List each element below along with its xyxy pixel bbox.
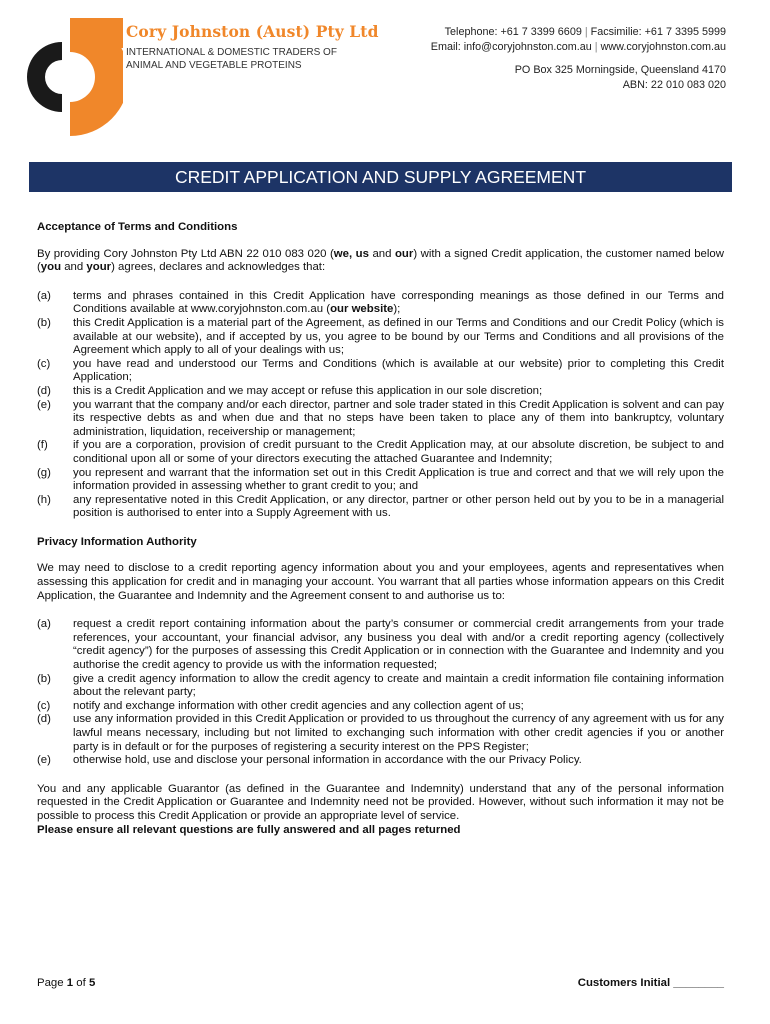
text-run: you have read and understood our Terms and Conditions (which is available at our website) prior to completing this Credit Application; bbox=[73, 357, 724, 384]
item-label: (a) bbox=[37, 289, 51, 302]
item-text bbox=[73, 399, 724, 440]
email-web-line bbox=[431, 40, 726, 55]
text-run: this is a Credit Application and we may accept or refuse this application in our sole discretion; bbox=[73, 384, 543, 397]
acceptance-intro bbox=[37, 248, 724, 275]
text-run: and bbox=[368, 247, 395, 260]
acceptance-item bbox=[37, 494, 724, 521]
document-title: CREDIT APPLICATION AND SUPPLY AGREEMENT bbox=[29, 162, 732, 192]
text-run: ) with a signed Credit application, the customer named below ( bbox=[37, 247, 724, 274]
defined-term: our bbox=[394, 247, 414, 260]
item-label: (d) bbox=[37, 384, 51, 397]
item-text bbox=[73, 385, 724, 399]
privacy-heading: Privacy Information Authority bbox=[37, 535, 197, 548]
acceptance-item bbox=[37, 385, 724, 399]
item-label: (e) bbox=[37, 398, 51, 411]
abn: ABN: 22 010 083 020 bbox=[622, 79, 726, 91]
text-run: any representative noted in this Credit Application, or any director, partner or other person held out by you to be in a managerial position is authorised to enter into a Supply Agreement with us. bbox=[73, 493, 724, 520]
item-label: (f) bbox=[37, 439, 48, 452]
item-text bbox=[73, 317, 724, 358]
page-total: 5 bbox=[88, 977, 96, 989]
text-run: and bbox=[61, 261, 87, 274]
privacy-intro: We may need to disclose to a credit reporting agency information about you and your employees, agents and representatives when assessing this application for credit and in managing your account. You warrant that all parties whose information appears on this Credit Application, the Guarantee and Indemnity and the Agreement consent to and authorise us to: bbox=[37, 562, 724, 602]
item-text: notify and exchange information with other credit agencies and any collection agent of us; bbox=[73, 699, 524, 712]
logo-orange-shape bbox=[70, 18, 123, 136]
item-text bbox=[73, 439, 724, 466]
item-label: (h) bbox=[37, 493, 51, 506]
text-run: ) agrees, declares and acknowledges that: bbox=[111, 261, 326, 274]
item-label: (c) bbox=[37, 699, 51, 712]
item-text: give a credit agency information to allow the credit agency to create and maintain a credit information file containing information about the relevant party; bbox=[73, 672, 724, 699]
separator: | bbox=[584, 26, 588, 38]
acceptance-item bbox=[37, 290, 724, 317]
acceptance-item bbox=[37, 399, 724, 440]
acceptance-heading: Acceptance of Terms and Conditions bbox=[37, 221, 238, 233]
text-run: By providing Cory Johnston Pty Ltd ABN 22 010 083 020 ( bbox=[37, 247, 334, 260]
privacy-item bbox=[37, 754, 724, 768]
privacy-item bbox=[37, 673, 724, 700]
privacy-list bbox=[37, 618, 724, 768]
logo-dark-shape bbox=[27, 42, 62, 112]
item-text bbox=[73, 494, 724, 521]
acceptance-list bbox=[37, 290, 724, 521]
text-run: if you are a corporation, provision of credit pursuant to the Credit Application may, at our absolute discretion, be subject to and conditional upon all or some of your directors executing the attached Guarantee and Indemnity; bbox=[73, 439, 724, 465]
returns-notice: Please ensure all relevant questions are fully answered and all pages returned bbox=[37, 823, 461, 836]
item-text: otherwise hold, use and disclose your personal information in accordance with the our Privacy Policy. bbox=[73, 754, 582, 767]
page-prefix: Page bbox=[37, 977, 67, 989]
phone-fax-line bbox=[431, 25, 726, 40]
text-run: ); bbox=[393, 303, 401, 316]
page-number: 1 bbox=[66, 977, 74, 989]
item-text: use any information provided in this Credit Application or provided to us throughout the currency of any agreement with us for any lawful means necessary, including but not limited to exchanging such information with other credit agencies if you or another party is in default or for the purposes of registering a security interest on the PPS Register; bbox=[73, 713, 724, 753]
email: Email: info@coryjohnston.com.au bbox=[430, 41, 592, 53]
tagline-line-1: INTERNATIONAL & DOMESTIC TRADERS OF bbox=[126, 47, 337, 58]
defined-term: we, us bbox=[333, 247, 369, 260]
telephone: Telephone: +61 7 3399 6609 bbox=[444, 26, 582, 38]
item-label: (b) bbox=[37, 316, 51, 329]
page-indicator bbox=[37, 977, 95, 989]
acceptance-item bbox=[37, 317, 724, 358]
website-link[interactable]: www.coryjohnston.com.au bbox=[600, 41, 726, 53]
item-text bbox=[73, 467, 724, 494]
contact-block bbox=[431, 25, 726, 93]
item-label: (e) bbox=[37, 754, 51, 767]
po-box: PO Box 325 Morningside, Queensland 4170 bbox=[514, 64, 726, 76]
customers-initial-field[interactable]: Customers Initial ________ bbox=[577, 977, 724, 989]
item-label: (a) bbox=[37, 618, 51, 631]
acceptance-item bbox=[37, 467, 724, 494]
company-block bbox=[126, 22, 379, 72]
tagline-line-2: ANIMAL AND VEGETABLE PROTEINS bbox=[126, 60, 302, 71]
text-run: you warrant that the company and/or each director, partner and sole trader stated in this Credit Application is solvent and can pay its respective debts as and when due and that no steps have been taken to place any of them into bankruptcy, voluntary administration, liquidation, receivership or management; bbox=[73, 398, 724, 438]
acceptance-item bbox=[37, 439, 724, 466]
company-name: Cory Johnston (Aust) Pty Ltd bbox=[126, 22, 379, 41]
separator: | bbox=[594, 41, 598, 53]
defined-term: your bbox=[86, 261, 112, 274]
document-body bbox=[37, 221, 724, 837]
company-tagline bbox=[126, 46, 379, 72]
text-run: terms and phrases contained in this Credit Application have corresponding meanings as those defined in our Terms and Conditions available at www.coryjohnston.com.au ( bbox=[73, 289, 724, 316]
company-logo-icon bbox=[18, 18, 123, 136]
privacy-item bbox=[37, 618, 724, 672]
item-text: request a credit report containing information about the party’s consumer or commercial credit arrangements from your trade references, your accountant, your financial advisor, any business you deal with and/or a credit reporting agency (collectively “credit agency”) for the purposes of assessing this Credit Application or in connection with the Guarantee and Indemnity and you authorise the credit agency to provide us with the information requested; bbox=[73, 618, 724, 672]
privacy-item bbox=[37, 713, 724, 754]
item-label: (g) bbox=[37, 466, 51, 479]
acceptance-item bbox=[37, 358, 724, 385]
privacy-item bbox=[37, 700, 724, 714]
item-label: (b) bbox=[37, 672, 51, 685]
item-text bbox=[73, 358, 724, 385]
privacy-closing: You and any applicable Guarantor (as defined in the Guarantee and Indemnity) understand that any of the personal information requested in the Credit Application or Guarantee and Indemnity need not be provided. However, without such information it may not be possible to process this Credit Application or provide an appropriate level of service. bbox=[37, 782, 724, 822]
item-label: (d) bbox=[37, 713, 51, 726]
item-label: (c) bbox=[37, 357, 51, 370]
text-run: this Credit Application is a material part of the Agreement, as defined in our Terms and Conditions and our Credit Policy (which is available at our website), and if accepted by us, you agree to be bound by our Terms and Conditions and all provisions of the Agreement which apply to all of your dealings with us; bbox=[73, 316, 724, 357]
page-footer bbox=[37, 977, 724, 989]
defined-term: our website bbox=[330, 303, 394, 316]
item-text bbox=[73, 290, 724, 317]
text-run: you represent and warrant that the information set out in this Credit Application is true and correct and that we will rely upon the information provided in assessing whether to grant credit to you; and bbox=[73, 466, 724, 493]
facsimile: Facsimilie: +61 7 3395 5999 bbox=[590, 26, 726, 38]
defined-term: you bbox=[40, 261, 62, 274]
page-of: of bbox=[73, 977, 89, 989]
